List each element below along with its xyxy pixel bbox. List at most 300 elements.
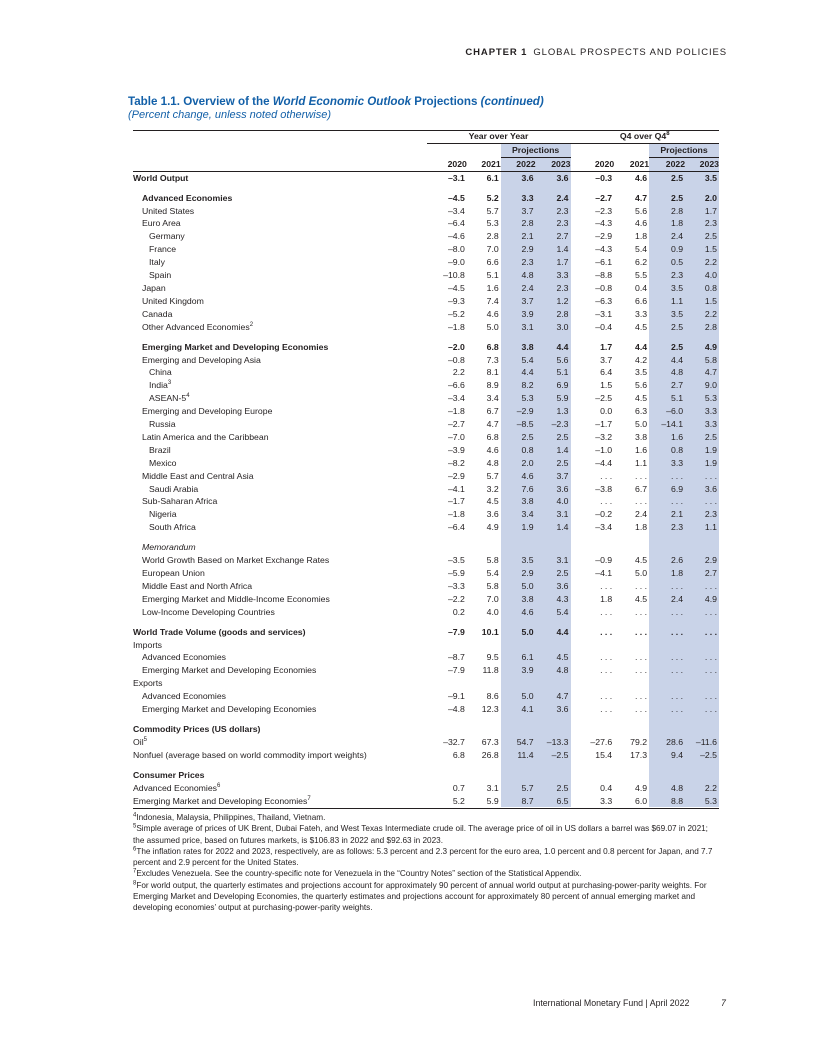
value-cell: 3.1 (521, 321, 534, 332)
value-cell: 1.8 (634, 231, 648, 242)
projections-table (133, 130, 719, 807)
value-cell (501, 677, 536, 690)
title-continued: (continued) (480, 95, 544, 108)
value-cell: –2.9 (447, 470, 465, 481)
value-cell: 4.0 (704, 270, 717, 281)
value-cell: 3.5 (521, 555, 534, 566)
value-cell: 2.7 (556, 231, 569, 242)
row-label (133, 626, 427, 639)
row-label (133, 405, 427, 418)
footnote-mark: 2 (249, 321, 254, 328)
value-cell: 1.1 (634, 457, 648, 468)
row-label (133, 230, 427, 243)
value-cell: 5.0 (521, 580, 534, 591)
value-cell: 4.2 (634, 354, 648, 365)
row-label (133, 308, 427, 321)
value-cell: 2.5 (704, 431, 717, 442)
table-row (133, 256, 719, 269)
row-label-text: Imports (133, 639, 162, 650)
value-cell: . . . (704, 691, 717, 702)
value-cell: 3.7 (600, 354, 613, 365)
value-cell: 2.1 (670, 509, 684, 520)
value-cell: 2.5 (556, 457, 569, 468)
row-label-text: Emerging and Developing Asia (142, 354, 261, 365)
value-cell: 3.6 (486, 509, 499, 520)
footnote-mark: 4 (186, 393, 190, 400)
table-row (133, 295, 719, 308)
table-bottom-rule (133, 808, 719, 809)
value-cell: 10.1 (481, 626, 499, 637)
row-label (133, 256, 427, 269)
value-cell: –3.2 (595, 431, 613, 442)
value-cell: 5.7 (486, 470, 499, 481)
row-label (133, 580, 427, 593)
value-cell: 4.5 (486, 496, 499, 507)
table-row (133, 703, 719, 716)
value-cell: 4.4 (556, 341, 569, 352)
year-header: 2023 (685, 157, 719, 171)
value-cell: 5.8 (486, 580, 499, 591)
value-cell: . . . (634, 691, 648, 702)
value-cell: –6.0 (666, 406, 684, 417)
row-label-text: Other Advanced Economies (142, 321, 250, 332)
value-cell: 2.2 (704, 257, 717, 268)
row-label (133, 379, 427, 392)
value-cell: . . . (704, 704, 717, 715)
row-label-text: Nonfuel (average based on world commodity import weights) (133, 749, 367, 760)
value-cell: 8.9 (486, 380, 499, 391)
row-label (133, 192, 427, 205)
table-row (133, 483, 719, 496)
header-q4-footnote-mark: 8 (666, 131, 670, 138)
footer-separator: | (645, 998, 648, 1008)
year-header: 2021 (614, 157, 649, 171)
value-cell: 1.4 (556, 444, 569, 455)
value-cell: –9.1 (447, 691, 465, 702)
value-cell: . . . (600, 470, 613, 481)
value-cell: 3.3 (521, 192, 534, 203)
value-cell: –14.1 (661, 419, 684, 430)
value-cell: 0.0 (600, 406, 613, 417)
footnotes (133, 812, 721, 914)
value-cell: –2.3 (551, 419, 569, 430)
row-label (133, 782, 427, 795)
value-cell (685, 723, 719, 736)
value-cell: 1.8 (600, 593, 613, 604)
value-cell: 2.4 (521, 282, 534, 293)
value-cell: 2.8 (556, 308, 569, 319)
value-cell: –7.9 (447, 626, 465, 637)
value-cell: 4.0 (486, 606, 499, 617)
value-cell: 4.9 (704, 593, 717, 604)
value-cell: 8.2 (521, 380, 534, 391)
value-cell: 5.3 (486, 218, 499, 229)
value-cell: 4.7 (634, 192, 648, 203)
table-row (133, 495, 719, 508)
value-cell: . . . (670, 470, 684, 481)
value-cell: 3.5 (670, 308, 684, 319)
value-cell: 2.3 (704, 218, 717, 229)
row-label-text: Advanced Economies (142, 652, 227, 663)
table-row (133, 651, 719, 664)
value-cell: 1.9 (704, 457, 717, 468)
value-cell: –6.1 (595, 257, 613, 268)
row-label (133, 217, 427, 230)
value-cell: 5.0 (486, 321, 499, 332)
value-cell: –3.4 (595, 522, 613, 533)
row-label-text: Mexico (149, 457, 177, 468)
value-cell: 0.4 (634, 282, 648, 293)
header-projections-q4: Projections (649, 143, 719, 157)
value-cell (467, 769, 501, 782)
table-row (133, 269, 719, 282)
row-label-text: Advanced Economies (133, 782, 218, 793)
value-cell: 0.5 (670, 257, 684, 268)
value-cell (467, 723, 501, 736)
footnote-number: 4 (133, 812, 137, 819)
value-cell: 4.8 (521, 270, 534, 281)
value-cell: 1.5 (600, 380, 613, 391)
row-label (133, 593, 427, 606)
value-cell: . . . (670, 652, 684, 663)
value-cell: 2.3 (670, 522, 684, 533)
value-cell: 4.1 (521, 704, 534, 715)
value-cell: –11.6 (695, 736, 717, 747)
value-cell: . . . (634, 652, 648, 663)
row-label (133, 483, 427, 496)
value-cell: . . . (670, 691, 684, 702)
spacer-row (133, 334, 719, 341)
value-cell: 0.7 (452, 782, 465, 793)
value-cell (614, 677, 649, 690)
value-cell: –3.1 (595, 308, 613, 319)
value-cell: 11.4 (517, 749, 534, 760)
table-row (133, 521, 719, 534)
value-cell: 5.7 (486, 205, 499, 216)
row-label-text: Middle East and Central Asia (142, 470, 254, 481)
year-header: 2022 (649, 157, 685, 171)
value-cell: –1.7 (447, 496, 465, 507)
value-cell (536, 723, 571, 736)
value-cell: 4.9 (704, 341, 717, 352)
year-header: 2021 (467, 157, 501, 171)
value-cell: 2.8 (670, 205, 684, 216)
value-cell: 1.8 (670, 568, 684, 578)
value-cell: 3.6 (556, 172, 569, 183)
value-cell: 3.4 (521, 509, 534, 520)
table-row (133, 626, 719, 639)
value-cell: –4.3 (595, 244, 613, 255)
footnote (133, 868, 721, 879)
value-cell: 6.1 (521, 652, 534, 663)
title-prefix: Table 1.1. Overview of the (128, 95, 273, 108)
table-row (133, 230, 719, 243)
value-cell: 5.8 (486, 555, 499, 566)
value-cell: . . . (704, 580, 717, 591)
row-label (133, 321, 427, 334)
value-cell: –2.9 (516, 406, 534, 417)
row-label-text: Oil (133, 736, 144, 747)
row-label (133, 392, 427, 405)
value-cell: –6.6 (447, 380, 465, 391)
row-label-text: World Growth Based on Market Exchange Rates (142, 555, 330, 566)
chapter-label: CHAPTER 1 (465, 47, 528, 58)
value-cell: . . . (704, 665, 717, 676)
value-cell: –27.6 (590, 736, 613, 747)
table-row (133, 567, 719, 580)
spacer-row (133, 619, 719, 626)
value-cell: –3.1 (447, 172, 465, 183)
value-cell: 5.3 (704, 393, 717, 404)
value-cell: 8.1 (486, 367, 499, 378)
value-cell: . . . (704, 606, 717, 617)
year-header: 2020 (427, 157, 467, 171)
value-cell: 3.1 (486, 782, 499, 793)
section-label: GLOBAL PROSPECTS AND POLICIES (533, 47, 727, 58)
value-cell: 2.4 (634, 509, 648, 520)
row-label (133, 243, 427, 256)
value-cell: 4.6 (521, 606, 534, 617)
value-cell: 2.5 (556, 431, 569, 442)
row-label (133, 418, 427, 431)
row-label-text: Japan (142, 282, 166, 293)
footnote-number: 5 (133, 823, 137, 830)
value-cell: 1.2 (556, 295, 569, 306)
value-cell: 3.5 (670, 282, 684, 293)
value-cell: 5.9 (486, 795, 499, 806)
value-cell: 6.9 (670, 483, 684, 494)
value-cell: –8.7 (447, 652, 465, 663)
row-label-text: United States (142, 205, 195, 216)
value-cell: 2.5 (670, 341, 684, 352)
value-cell: . . . (670, 606, 684, 617)
value-cell: 17.3 (630, 749, 648, 760)
value-cell: 4.3 (556, 593, 569, 604)
value-cell: 9.4 (670, 749, 684, 760)
row-label (133, 295, 427, 308)
value-cell: 5.4 (486, 568, 499, 578)
value-cell: . . . (704, 652, 717, 663)
value-cell: –3.3 (447, 580, 465, 591)
row-label (133, 664, 427, 677)
row-label-text: Germany (149, 231, 185, 242)
value-cell: . . . (634, 470, 648, 481)
page-number: 7 (721, 998, 726, 1008)
value-cell: 1.6 (634, 444, 648, 455)
running-head (465, 47, 727, 58)
row-label (133, 723, 427, 736)
row-label-text: Spain (149, 270, 172, 281)
value-cell: 2.3 (521, 257, 534, 268)
value-cell: 2.8 (704, 321, 717, 332)
value-cell: –1.7 (595, 419, 613, 430)
value-cell: 4.8 (670, 367, 684, 378)
value-cell: . . . (634, 704, 648, 715)
value-cell (501, 769, 536, 782)
value-cell (649, 723, 685, 736)
value-cell: 2.3 (670, 270, 684, 281)
value-cell: 3.6 (704, 483, 717, 494)
value-cell: 2.9 (521, 244, 534, 255)
row-label-text: Russia (149, 419, 176, 430)
value-cell: 1.9 (521, 522, 534, 533)
value-cell: –1.8 (447, 406, 465, 417)
table-row (133, 795, 719, 808)
spacer-row (133, 762, 719, 769)
value-cell: . . . (670, 626, 684, 637)
value-cell (571, 541, 615, 554)
value-cell: 3.6 (556, 483, 569, 494)
value-cell: 3.6 (521, 172, 534, 183)
value-cell: 2.9 (704, 555, 717, 566)
value-cell: 2.2 (704, 308, 717, 319)
table-row (133, 782, 719, 795)
value-cell: 0.4 (600, 782, 613, 793)
value-cell: 2.7 (704, 568, 717, 578)
value-cell: 1.9 (704, 444, 717, 455)
value-cell: 4.6 (486, 308, 499, 319)
value-cell (467, 639, 501, 652)
table-row (133, 354, 719, 367)
value-cell: 5.0 (634, 568, 648, 578)
value-cell: 1.1 (704, 522, 717, 533)
table-row (133, 405, 719, 418)
value-cell: –4.6 (447, 231, 465, 242)
value-cell: 5.9 (556, 393, 569, 404)
row-label-text: Advanced Economies (142, 691, 227, 702)
value-cell: 4.5 (634, 321, 648, 332)
value-cell: 2.2 (704, 782, 717, 793)
value-cell: –2.5 (700, 749, 717, 760)
row-label (133, 495, 427, 508)
table-row (133, 606, 719, 619)
table-row (133, 677, 719, 690)
row-label-text: Emerging and Developing Europe (142, 406, 273, 417)
value-cell: 1.5 (704, 244, 717, 255)
spacer-row (133, 716, 719, 723)
value-cell (467, 677, 501, 690)
table-top-rule (133, 130, 719, 131)
value-cell (536, 677, 571, 690)
value-cell (571, 769, 615, 782)
value-cell: 2.5 (670, 172, 684, 183)
value-cell: –3.8 (595, 483, 613, 494)
value-cell: 9.0 (704, 380, 717, 391)
value-cell: –3.4 (447, 393, 465, 404)
value-cell: 0.8 (670, 444, 684, 455)
value-cell: 3.7 (556, 470, 569, 481)
footnote-text: Excludes Venezuela. See the country-specific note for Venezuela in the “Country Notes” section of the Statistical Appendix. (136, 869, 582, 879)
row-label (133, 567, 427, 580)
value-cell: . . . (634, 606, 648, 617)
footnote-text: The inflation rates for 2022 and 2023, respectively, are as follows: 5.3 percent and 2.3 percent for the euro area, 1.0 percent and 0.8 percent for Japan, and 7.7 percent and 2.9 percent for the United States. (133, 846, 713, 868)
value-cell: 4.8 (556, 665, 569, 676)
table-row (133, 664, 719, 677)
row-label (133, 677, 427, 690)
row-label (133, 282, 427, 295)
spacer-row (133, 534, 719, 541)
footnote-mark: 5 (143, 736, 147, 743)
row-label-text: Saudi Arabia (149, 483, 199, 494)
value-cell: 1.6 (486, 282, 499, 293)
value-cell: –2.7 (595, 192, 613, 203)
table-row (133, 541, 719, 554)
value-cell: 3.3 (600, 795, 613, 806)
table-row (133, 508, 719, 521)
value-cell: –1.8 (447, 321, 465, 332)
row-label (133, 444, 427, 457)
table-row (133, 736, 719, 749)
table-row (133, 205, 719, 218)
value-cell: –8.0 (447, 244, 465, 255)
value-cell: –5.2 (447, 308, 465, 319)
footnote-number: 6 (133, 846, 137, 853)
value-cell: 12.3 (481, 704, 499, 715)
value-cell: 1.8 (634, 522, 648, 533)
value-cell: –8.8 (595, 270, 613, 281)
value-cell: –2.5 (551, 749, 569, 760)
value-cell: 1.7 (600, 341, 613, 352)
value-cell: 4.5 (634, 393, 648, 404)
value-cell: 8.7 (521, 795, 534, 806)
value-cell: 2.5 (521, 431, 534, 442)
value-cell: 3.3 (704, 406, 717, 417)
value-cell (685, 541, 719, 554)
value-cell: . . . (670, 580, 684, 591)
value-cell: 5.6 (634, 205, 648, 216)
row-label-text: France (149, 244, 177, 255)
table-row (133, 554, 719, 567)
value-cell: –5.9 (447, 568, 465, 578)
value-cell: . . . (600, 665, 613, 676)
row-label-text: United Kingdom (142, 295, 204, 306)
header-projections-yoy: Projections (501, 143, 571, 157)
value-cell: –3.5 (447, 555, 465, 566)
value-cell: 5.2 (452, 795, 465, 806)
value-cell: 5.2 (486, 192, 499, 203)
value-cell: 79.2 (630, 736, 648, 747)
value-cell: 4.6 (634, 172, 648, 183)
value-cell (427, 541, 467, 554)
value-cell: 2.5 (556, 568, 569, 578)
value-cell (649, 769, 685, 782)
value-cell: 2.5 (670, 192, 684, 203)
value-cell (467, 541, 501, 554)
value-cell: 3.3 (556, 270, 569, 281)
value-cell: 4.4 (556, 626, 569, 637)
value-cell: –2.3 (595, 205, 613, 216)
value-cell: 1.4 (556, 522, 569, 533)
value-cell: . . . (670, 665, 684, 676)
value-cell: 3.7 (521, 205, 534, 216)
value-cell: 6.9 (556, 380, 569, 391)
value-cell: . . . (600, 704, 613, 715)
value-cell: 5.0 (521, 691, 534, 702)
value-cell: 5.4 (634, 244, 648, 255)
value-cell: –10.8 (443, 270, 465, 281)
value-cell (501, 639, 536, 652)
value-cell: 3.7 (521, 295, 534, 306)
table-row (133, 321, 719, 334)
footnote-mark: 7 (307, 795, 311, 802)
value-cell: 3.2 (486, 483, 499, 494)
value-cell: –6.4 (447, 522, 465, 533)
footnote (133, 812, 721, 823)
value-cell: 6.7 (634, 483, 648, 494)
table-subtitle: (Percent change, unless noted otherwise) (128, 109, 332, 121)
footnote-text: Simple average of prices of UK Brent, Dubai Fateh, and West Texas Intermediate crude oil. The average price of oil in US dollars a barrel was $69.07 in 2021; the assumed price, based on futures markets, is $106.83 in 2022 and $92.63 in 2023. (133, 824, 708, 845)
value-cell (614, 723, 649, 736)
